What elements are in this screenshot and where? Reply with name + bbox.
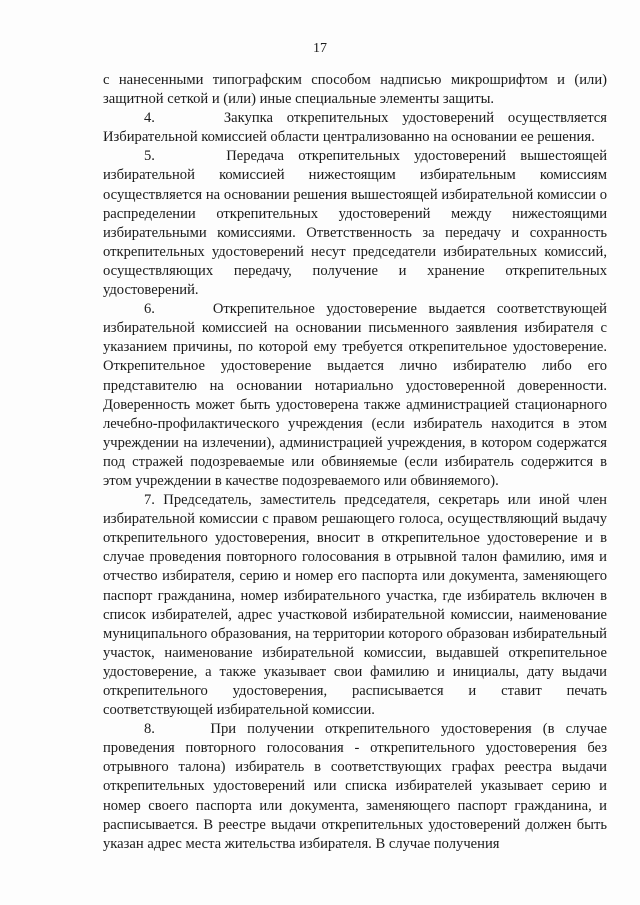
paragraph-continuation: с нанесенными типографским способом надписью микрошрифтом и (или) защитной сеткой и (или) иные специальные элементы защиты.: [103, 72, 607, 108]
paragraph-item-8: 8. При получении открепительного удостоверения (в случае проведения повторного голосования - открепительного удостоверения без отрывного талона) избиратель в соответствующих графах реестра выдачи открепительных удостоверений или списка избирателей указывает серию и номер своего паспорта или документа, заменяющего паспорт гражданина, и расписывается. В реестре выдачи открепительных удостоверений должен быть указан адрес места жительства избирателя. В случае получения: [103, 721, 607, 852]
document-body: [103, 71, 607, 854]
paragraph-item-5: 5. Передача открепительных удостоверений вышестоящей избирательной комиссией нижестоящим избирательным комиссиям осуществляется на основании решения вышестоящей избирательной комиссии о распределении открепительных удостоверений между нижестоящими избирательными комиссиями. Ответственность за передачу и сохранность открепительных удостоверений несут председатели избирательных комиссий, осуществляющих передачу, получение и хранение открепительных удостоверений.: [103, 148, 607, 299]
paragraph-item-7: 7. Председатель, заместитель председателя, секретарь или иной член избирательной комиссии с правом решающего голоса, осуществляющий выдачу открепительного удостоверения, вносит в открепительное удостоверение и в случае проведения повторного голосования в отрывной талон фамилию, имя и отчество избирателя, серию и номер его паспорта или документа, заменяющего паспорт гражданина, номер избирательного участка, где избиратель включен в список избирателей, адрес участковой избирательной комиссии, наименование муниципального образования, на территории которого образован избирательный участок, наименование избирательной комиссии, выдавшей открепительное удостоверение, а также указывает свои фамилию и инициалы, дату выдачи открепительного удостоверения, расписывается и ставит печать соответствующей избирательной комиссии.: [103, 492, 607, 719]
paragraph-item-6: 6. Открепительное удостоверение выдается соответствующей избирательной комиссией на основании письменного заявления избирателя с указанием причины, по которой ему требуется открепительное удостоверение. Открепительное удостоверение выдается лично избирателю либо его представителю на основании нотариально удостоверенной доверенности. Доверенность может быть удостоверена также администрацией стационарного лечебно-профилактического учреждения (если избиратель находится в этом учреждении на излечении), администрацией учреждения, в котором содержатся под стражей подозреваемые или обвиняемые (если избиратель содержится в этом учреждении в качестве подозреваемого или обвиняемого).: [103, 301, 607, 489]
paragraph-item-4: 4. Закупка открепительных удостоверений осуществляется Избирательной комиссией области централизованно на основании ее решения.: [103, 110, 607, 146]
page-number: 17: [313, 41, 327, 56]
